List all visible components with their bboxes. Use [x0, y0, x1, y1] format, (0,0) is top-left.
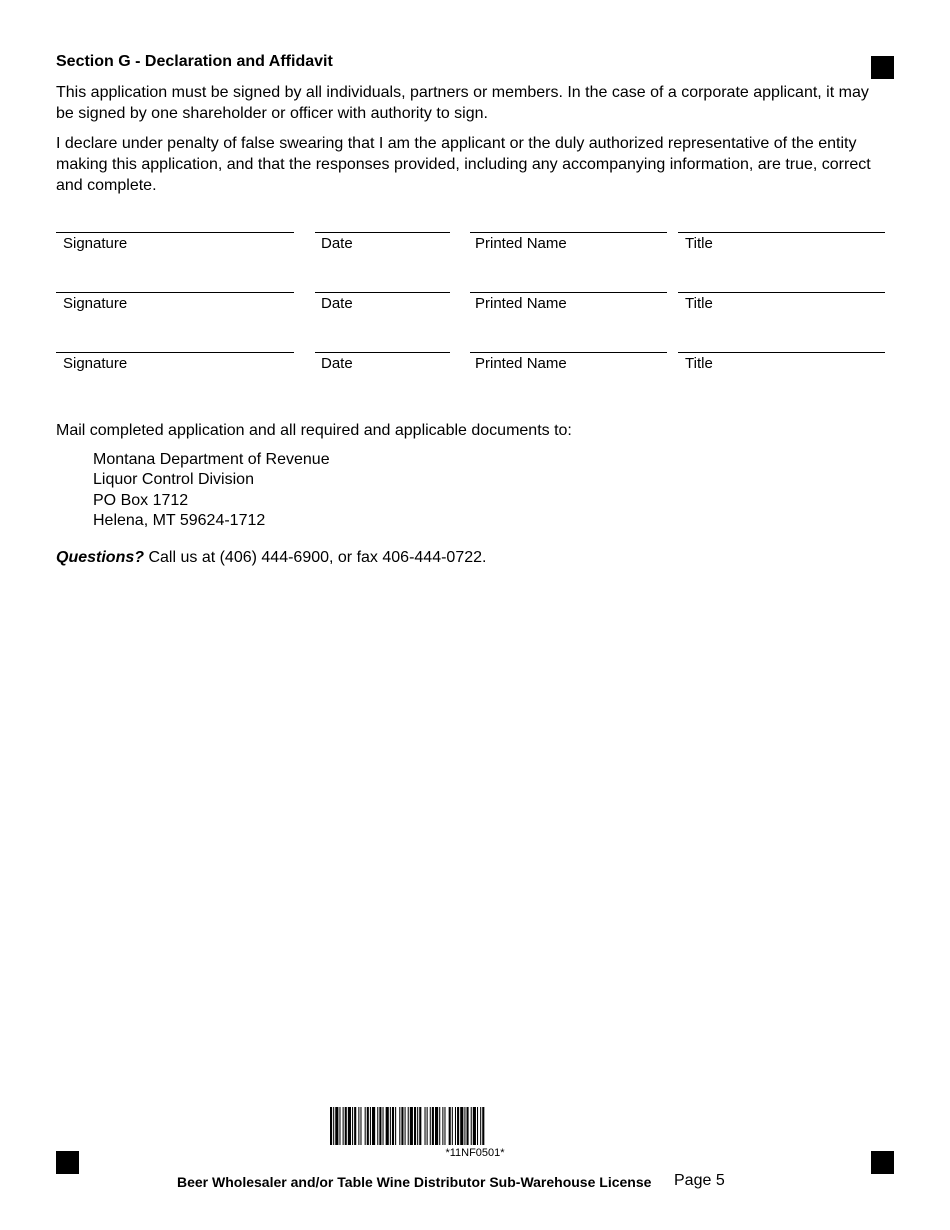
footer-form-title: Beer Wholesaler and/or Table Wine Distributor Sub-Warehouse License — [177, 1174, 652, 1190]
barcode-bar — [430, 1107, 431, 1145]
signature-label: Signature — [63, 355, 128, 372]
barcode-bar — [435, 1107, 438, 1145]
registration-mark-top-right — [871, 56, 894, 79]
questions-contact: Call us at (406) 444-6900, or fax 406-444-0722. — [144, 549, 487, 566]
barcode-bar — [471, 1107, 472, 1145]
address-line: Helena, MT 59624-1712 — [93, 512, 266, 529]
date-label: Date — [321, 235, 353, 252]
barcode-bar — [442, 1107, 443, 1145]
barcode-bar — [401, 1107, 403, 1145]
barcode-bar — [377, 1107, 378, 1145]
questions-line — [56, 549, 486, 567]
barcode-bar — [419, 1107, 421, 1145]
barcode-bar — [365, 1107, 366, 1145]
barcode-bar — [482, 1107, 484, 1145]
barcode-bar — [452, 1107, 453, 1145]
barcode-bar — [343, 1107, 344, 1145]
barcode-bar — [390, 1107, 391, 1145]
declaration-paragraph: I declare under penalty of false swearing that I am the applicant or the duly authorized representative of the entity making this application, and that the responses provided, including any accompanying information, are true, correct and complete. — [56, 135, 871, 194]
barcode-bar — [467, 1107, 469, 1145]
barcode-bar — [460, 1107, 463, 1145]
barcode-bar — [464, 1107, 465, 1145]
barcode-bar — [392, 1107, 394, 1145]
barcode-bar — [405, 1107, 406, 1145]
barcode-bar — [414, 1107, 416, 1145]
title-label: Title — [685, 235, 713, 252]
barcode-text: *11NF0501* — [445, 1147, 505, 1159]
barcode-bar — [417, 1107, 418, 1145]
signature-label: Signature — [63, 235, 128, 252]
barcode-bar — [432, 1107, 434, 1145]
barcode-bar — [444, 1107, 445, 1145]
mailing-intro: Mail completed application and all required and applicable documents to: — [56, 422, 572, 439]
date-label: Date — [321, 355, 353, 372]
printed-name-line[interactable] — [470, 352, 667, 353]
title-label: Title — [685, 355, 713, 372]
printed-name-label: Printed Name — [475, 235, 567, 252]
barcode-bar — [383, 1107, 384, 1145]
questions-label: Questions? — [56, 549, 145, 566]
barcode-bar — [395, 1107, 396, 1145]
barcode-bar — [457, 1107, 459, 1145]
title-label: Title — [685, 295, 713, 312]
signature-label: Signature — [63, 295, 128, 312]
barcode-bar — [348, 1107, 351, 1145]
title-line[interactable] — [678, 232, 885, 233]
signature-line[interactable] — [56, 292, 294, 293]
barcode-bar — [449, 1107, 451, 1145]
printed-name-line[interactable] — [470, 232, 667, 233]
barcode-bar — [455, 1107, 456, 1145]
barcode-bar — [367, 1107, 369, 1145]
barcode-bar — [399, 1107, 400, 1145]
barcode-bar — [335, 1107, 338, 1145]
barcode-bar — [473, 1107, 476, 1145]
date-line[interactable] — [315, 352, 450, 353]
barcode-bar — [352, 1107, 353, 1145]
barcode-bar — [425, 1107, 426, 1145]
signature-line[interactable] — [56, 232, 294, 233]
barcode-bar — [410, 1107, 413, 1145]
barcode-bar — [372, 1107, 375, 1145]
barcode-bar — [330, 1107, 332, 1145]
printed-name-line[interactable] — [470, 292, 667, 293]
barcode-bar — [360, 1107, 361, 1145]
barcode-bar — [480, 1107, 481, 1145]
date-line[interactable] — [315, 292, 450, 293]
instructions-paragraph: This application must be signed by all individuals, partners or members. In the case of a corporate applicant, it may be signed by one shareholder or officer with authority to sign. — [56, 84, 869, 122]
barcode-bar — [408, 1107, 409, 1145]
barcode-bar — [345, 1107, 347, 1145]
barcode-bar — [354, 1107, 356, 1145]
printed-name-label: Printed Name — [475, 355, 567, 372]
section-title: Section G - Declaration and Affidavit — [56, 53, 333, 70]
barcode-bar — [379, 1107, 381, 1145]
barcode-bar — [339, 1107, 340, 1145]
address-line: Montana Department of Revenue — [93, 451, 330, 468]
address-line: PO Box 1712 — [93, 492, 189, 509]
barcode — [330, 1107, 615, 1145]
date-label: Date — [321, 295, 353, 312]
signature-line[interactable] — [56, 352, 294, 353]
barcode-bar — [427, 1107, 428, 1145]
page-number: Page 5 — [674, 1172, 725, 1189]
barcode-bar — [477, 1107, 478, 1145]
barcode-bar — [333, 1107, 334, 1145]
printed-name-label: Printed Name — [475, 295, 567, 312]
address-line: Liquor Control Division — [93, 471, 254, 488]
barcode-bar — [439, 1107, 440, 1145]
title-line[interactable] — [678, 292, 885, 293]
title-line[interactable] — [678, 352, 885, 353]
barcode-bar — [370, 1107, 371, 1145]
barcode-bar — [386, 1107, 389, 1145]
barcode-bar — [358, 1107, 359, 1145]
date-line[interactable] — [315, 232, 450, 233]
